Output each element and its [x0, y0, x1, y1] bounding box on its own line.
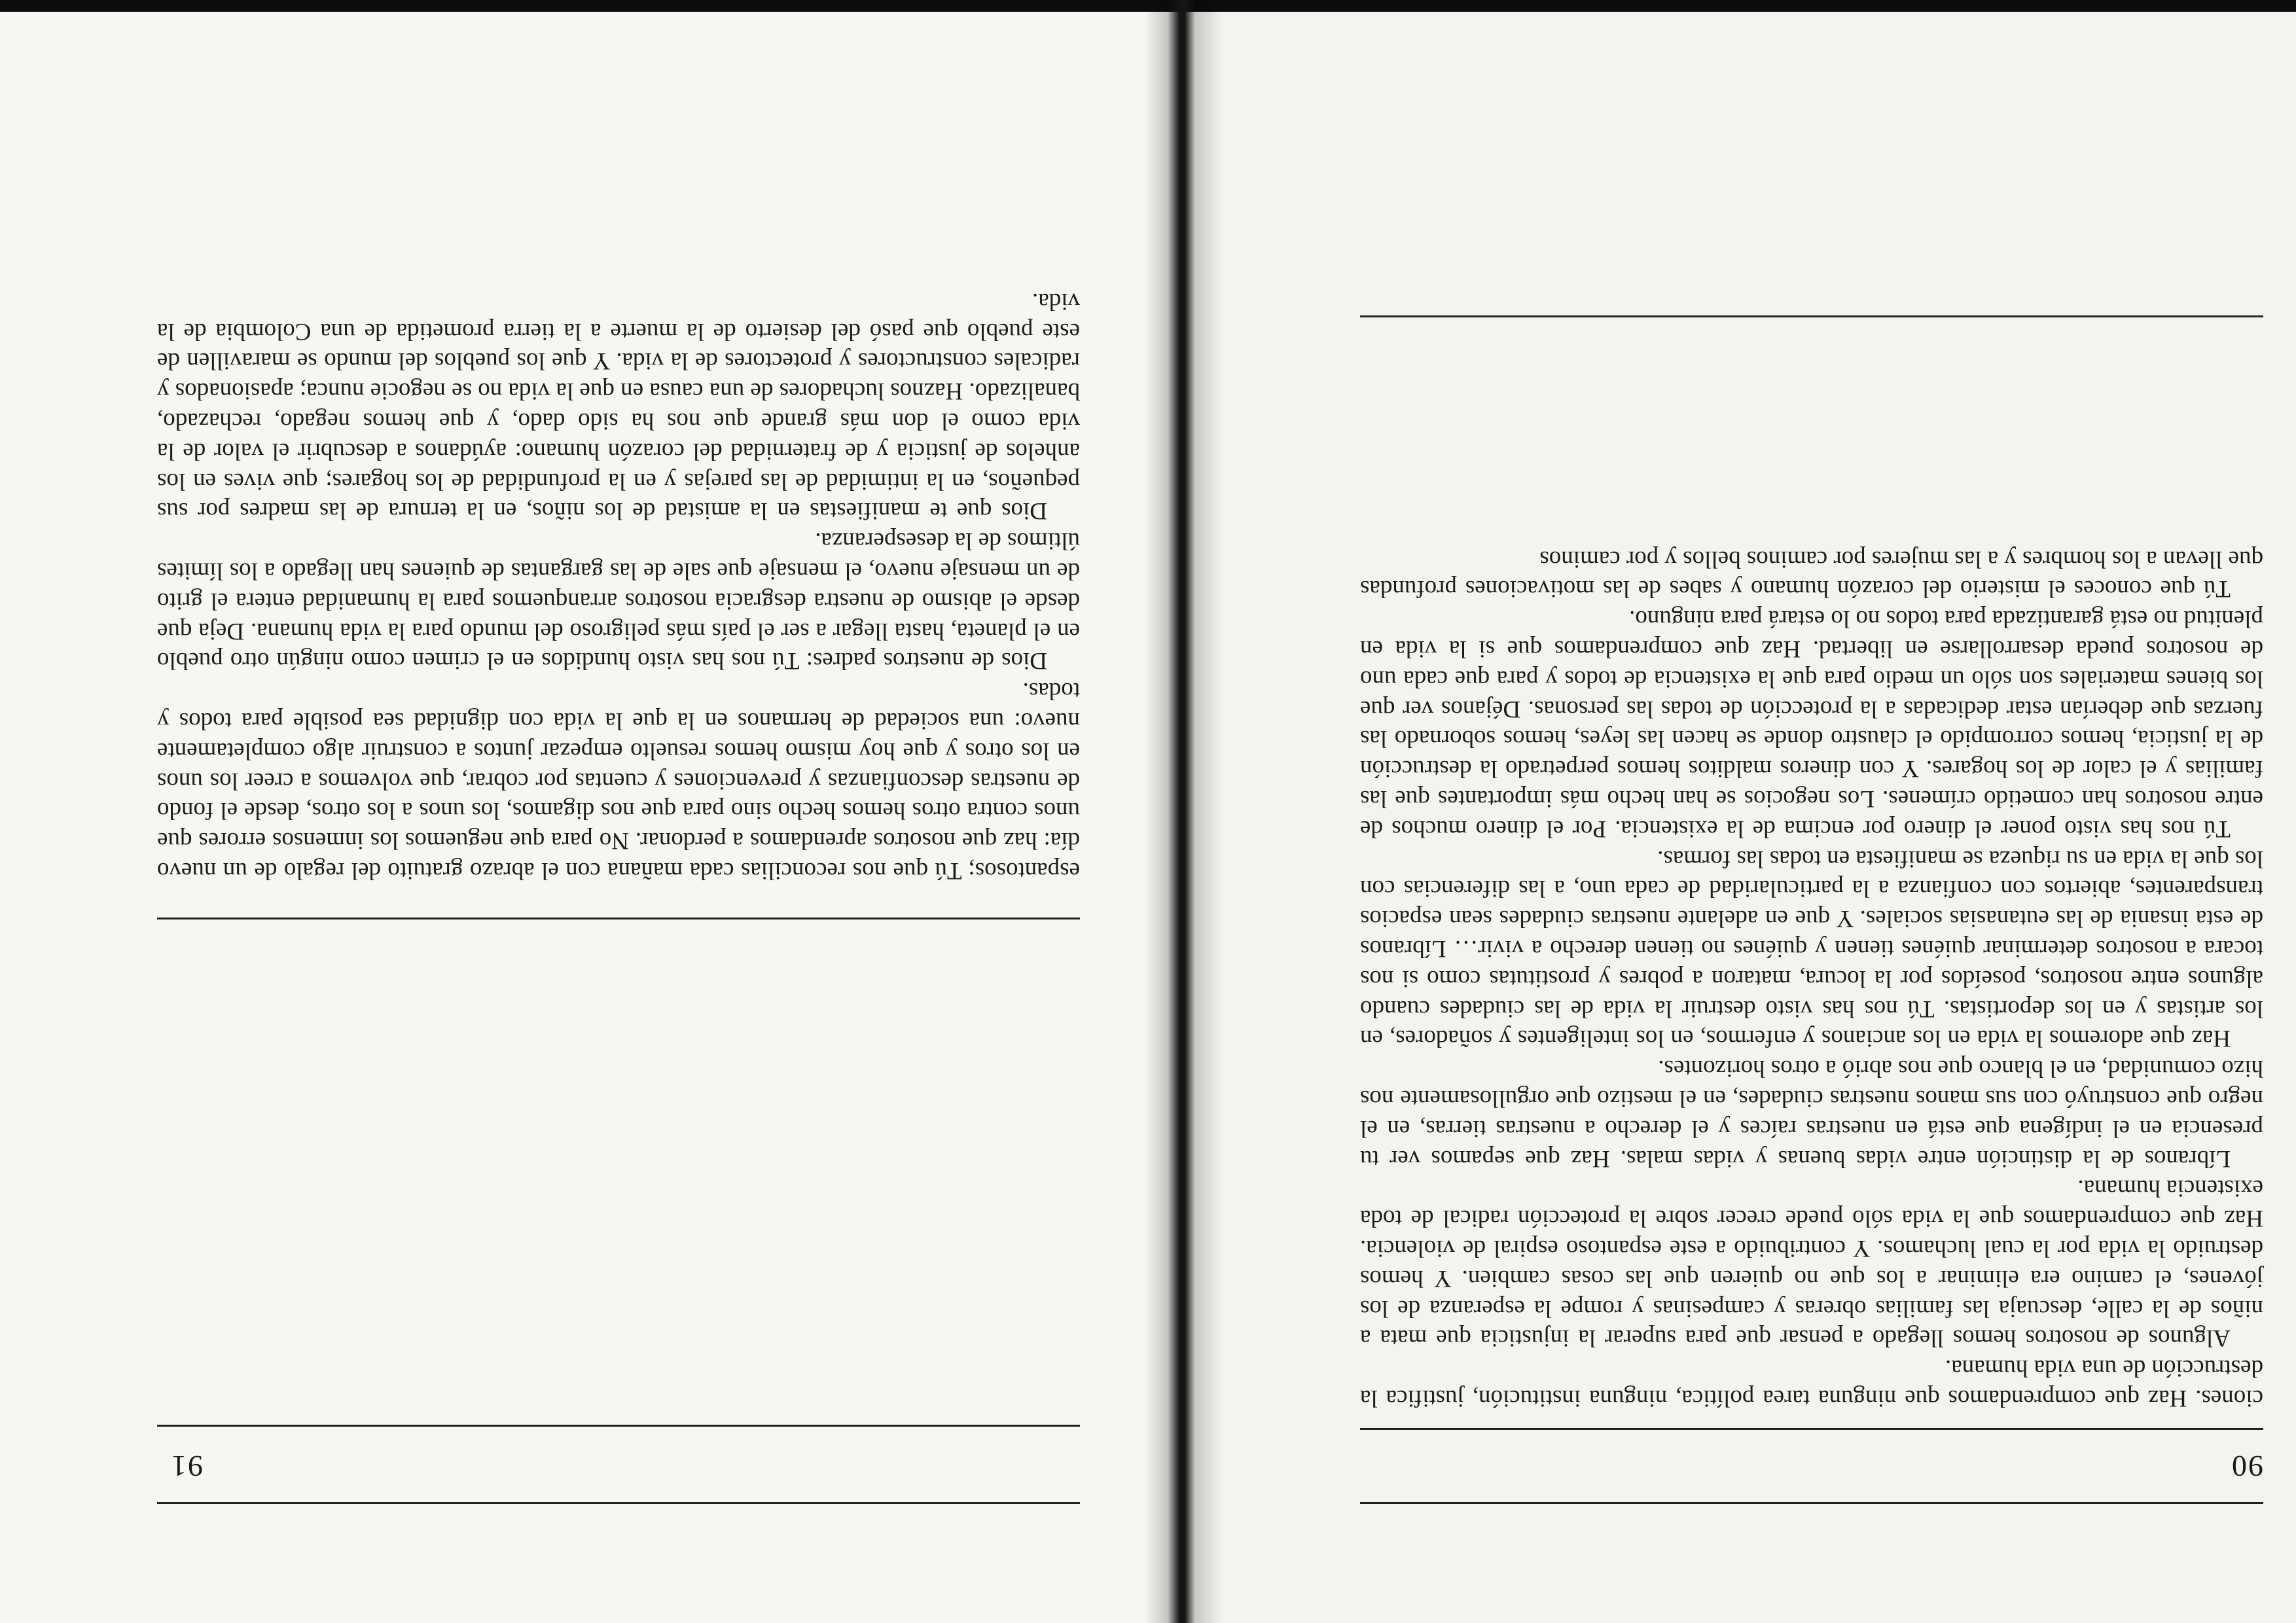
body-text [157, 286, 1080, 885]
paragraph: Dios de nuestros padres: Tú nos has visto hundidos en el crimen como ningún otro pueblo en el planeta, hasta llegar a ser el país más peligroso del mundo para la vida humana. Deja que desde el abismo de nuestra desgracia nosotros arranquemos para la humanidad entera el grito de un mensaje nuevo, el mensaje que sale de las gargantas de quienes han llegado a los límites últimos de la desesperanza. [157, 527, 1080, 675]
header-rule-bottom [1360, 1428, 2263, 1430]
paragraph: Dios que te manifiestas en la amistad de los niños, en la ternura de las madres por sus pequeños, en la intimidad de las parejas y en la profundidad de los hogares; que vives en los anhelos de justicia y de fraternidad del corazón humano: ayúdanos a descubrir el valor de la vida como el don más grande que nos ha sido dado, y que hemos negado, rechazado, banalizado. Haznos luchadores de una causa en que la vida no se negocie nunca; apasionados y radicales constructores y protectores de la vida. Y que los pueblos del mundo se maravillen de este pueblo que pasó del desierto de la muerte a la tierra prometida de una Colombia de la vida. [157, 287, 1080, 525]
header-rule-top [157, 1502, 1080, 1504]
body-text [1360, 544, 2263, 1413]
right-page [0, 12, 1190, 1623]
book-gutter [1144, 0, 1223, 1623]
footer-rule [1360, 315, 2263, 317]
header-rule-bottom [157, 1425, 1080, 1427]
paragraph: Algunos de nosotros hemos llegado a pensar que para superar la injusticia que mata a niños de la calle, descuaja las familias obreras y campesinas y rompe la esperanza de los jóvenes, el camino era eliminar a los que no quieren que las cosas cambien. Y hemos destruido la vida por la cual luchamos. Y contribuido a este espantoso espiral de violencia. Haz que comprendamos que la vida sólo puede crecer sobre la protección radical de toda existencia humana. [1360, 1175, 2263, 1352]
paragraph: espantosos; Tú que nos reconcilias cada mañana con el abrazo gratuito del regalo de un nuevo día: haz que nosotros aprendamos a perdonar. No para que neguemos los inmensos errores que unos contra otros hemos hecho sino para que nos digamos, los unos a los otros, desde el fondo de nuestras desconfianzas y prevenciones y cuentas por cobrar, que volvemos a creer los unos en los otros y que hoy mismo hemos resuelto empezar juntos a construir algo completamente nuevo: una sociedad de hermanos en la que la vida con dignidad sea posible para todos y todas. [157, 677, 1080, 884]
page-number: 91 [170, 1450, 203, 1483]
paragraph: Tú nos has visto poner el dinero por encima de la existencia. Por el dinero muchos de entre nosotros han cometido crímenes. Los negocios se han hecho más importantes que las familias y el calor de los hogares. Y con dineros malditos hemos perpetrado la destrucción de la justicia, hemos corrompido el claustro donde se hacen las leyes, hemos sobornado las fuerzas que deberían estar dedicadas a la protección de todas las personas. Déjanos ver que los bienes materiales son sólo un medio para que la existencia de todos y para que cada uno de nosotros pueda desarrollarse en libertad. Haz que comprendamos que si la vida en plenitud no está garantizada para todos no lo estará para ninguno. [1360, 605, 2263, 842]
paragraph: Tú que conoces el misterio del corazón humano y sabes de las motivaciones profundas que llevan a los hombres y a las mujeres por caminos bellos y por caminos [1360, 545, 2263, 603]
paragraph: ciones. Haz que comprendamos que ninguna tarea política, ninguna institución, justifica la destrucción de una vida humana. [1360, 1355, 2263, 1412]
footer-rule [157, 918, 1080, 919]
paragraph: Haz que adoremos la vida en los ancianos y enfermos, en los inteligentes y soñadores, en los artistas y en los deportistas. Tú nos has visto destruir la vida de las ciudades cuando algunos entre nosotros, poseídos por la locura, mataron a pobres y prostitutas como si nos tocara a nosotros determinar quiénes tienen y quiénes no tienen derecho a vivir… Líbranos de esta insania de las eutanasias sociales. Y que en adelante nuestras ciudades sean espacios transparentes, abiertos con confianza a la particularidad de cada uno, a las diferencias con los que la vida en su riqueza se manifiesta en todas las formas. [1360, 845, 2263, 1052]
left-page [1190, 12, 2296, 1623]
paragraph: Líbranos de la distinción entre vidas buenas y vidas malas. Haz que sepamos ver tu presencia en el indígena que está en nuestras raíces y el derecho a nuestras tierras, en el negro que construyó con sus manos nuestras ciudades, en el mestizo que orgullosamente nos hizo comunidad, en el blanco que nos abrió a otros horizontes. [1360, 1055, 2263, 1172]
page-number: 90 [2231, 1450, 2263, 1483]
header-rule-top [1360, 1502, 2263, 1504]
